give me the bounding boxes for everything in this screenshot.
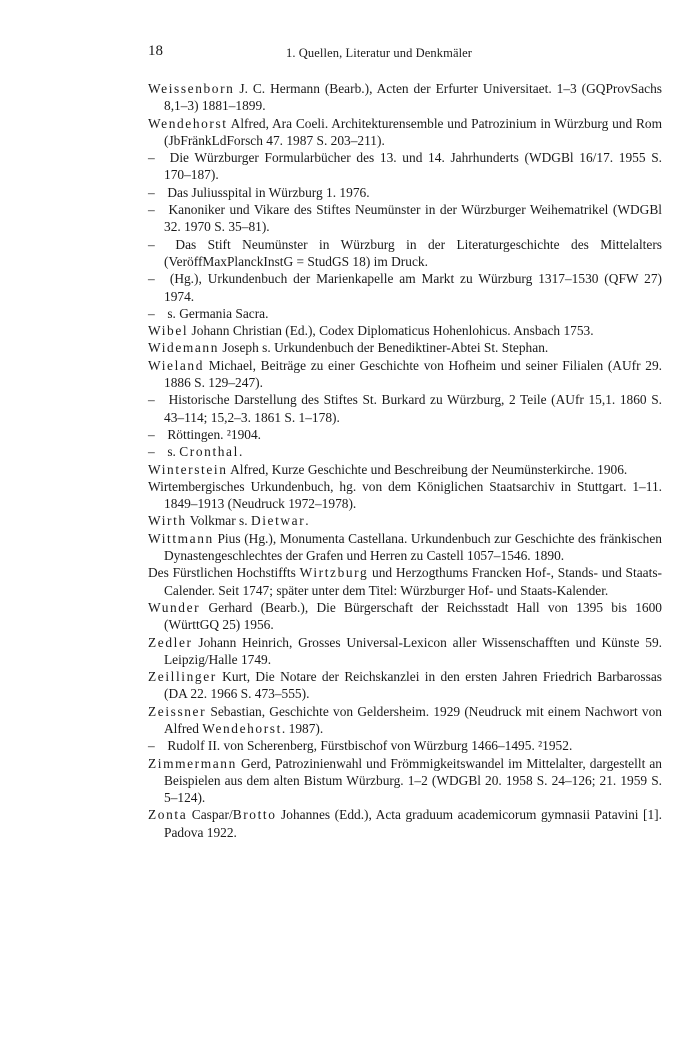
bibliography-entry <box>148 634 662 669</box>
entry-dash: – <box>148 738 155 754</box>
bibliography-entry <box>148 737 662 754</box>
entry-text: . <box>305 513 309 529</box>
entry-text: . 1987). <box>281 720 324 736</box>
running-title: 1. Quellen, Literatur und Denkmäler <box>286 46 473 60</box>
bibliography-entry <box>148 703 662 738</box>
entry-dash: – <box>148 150 155 166</box>
entry-text: Alfred, Kurze Geschichte und Beschreibung der Neumünsterkirche. 1906. <box>227 461 628 477</box>
bibliography-entry <box>148 236 662 271</box>
entry-dash: – <box>148 444 155 460</box>
entry-text: Johann Christian (Ed.), Codex Diplomaticus Hohenlohicus. Ansbach 1753. <box>188 323 594 339</box>
entry-text: Des Fürstlichen Hochstiffts <box>148 565 300 581</box>
entry-text: Sebastian, Geschichte von Geldersheim. 1929 (Neudruck mit einem Nachwort von Alfred <box>164 703 662 736</box>
author-name: Zeissner <box>148 703 207 719</box>
entry-text: Das Stift Neumünster in Würzburg in der Literaturgeschichte des Mittelalters (VeröffMaxPlanckInstG = StudGS 18) im Druck. <box>164 236 662 269</box>
author-name: Wittmann <box>148 530 214 546</box>
bibliography-entry <box>148 599 662 634</box>
author-name: Dietwar <box>250 513 306 529</box>
author-name: Widemann <box>148 340 220 356</box>
entry-text: Gerd, Patrozinienwahl und Frömmigkeitswandel im Mittelalter, dargestellt an Beispielen aus dem alten Bistum Würzburg. 1–2 (WDGBl 20. 1958 S. 24–126; 21. 1959 S. 5–124). <box>164 755 662 806</box>
bibliography-entry <box>148 357 662 392</box>
bibliography-entry <box>148 668 662 703</box>
author-name: Wieland <box>148 357 205 373</box>
author-name: Wirth <box>148 513 187 529</box>
entry-text: Joseph s. Urkundenbuch der Benediktiner-Abtei St. Stephan. <box>219 340 549 356</box>
author-name: Weissenborn <box>148 81 235 96</box>
entry-text: Kurt, Die Notare der Reichskanzlei in den ersten Jahren Friedrich Barbarossas (DA 22. 1966 S. 473–555). <box>164 669 662 702</box>
bibliography-entry <box>148 270 662 305</box>
bibliography-entry <box>148 443 662 460</box>
bibliography-entry <box>148 530 662 565</box>
entry-text: Kanoniker und Vikare des Stiftes Neumünster in der Würzburger Weihematrikel (WDGBl 32. 1970 S. 35–81). <box>164 202 662 235</box>
entry-text: Gerhard (Bearb.), Die Bürgerschaft der Reichsstadt Hall von 1395 bis 1600 (WürttGQ 25) 1956. <box>164 599 662 633</box>
entry-text: Das Juliusspital in Würzburg 1. 1976. <box>164 184 370 200</box>
author-name: Wunder <box>148 599 201 615</box>
entry-text: Johannes (Edd.), Acta graduum academicorum gymnasii Patavini [1]. Padova 1922. <box>164 807 662 840</box>
entry-dash: – <box>148 426 155 442</box>
bibliography-entry <box>148 149 662 184</box>
bibliography-entry <box>148 512 662 529</box>
entry-text: . <box>238 444 243 460</box>
entry-dash: – <box>148 305 155 321</box>
author-name: Wibel <box>148 323 189 339</box>
author-name: Wirtzburg <box>299 565 369 581</box>
bibliography-entry <box>148 80 662 115</box>
bibliography-entry <box>148 426 662 443</box>
author-name: Zedler <box>148 634 193 650</box>
entry-dash: – <box>148 184 155 200</box>
entry-text: Johann Heinrich, Grosses Universal-Lexicon aller Wissenschafften und Künste 59. Leipzig/Halle 1749. <box>164 634 662 667</box>
bibliography-entry <box>148 564 662 599</box>
entry-dash: – <box>148 392 155 408</box>
bibliography-entry <box>148 322 662 339</box>
bibliography-entry <box>148 478 662 513</box>
entry-text: Pius (Hg.), Monumenta Castellana. Urkundenbuch zur Geschichte des fränkischen Dynastengeschlechtes der Grafen und Herren zu Castell 1057–1546. 1890. <box>164 530 662 564</box>
entry-text: J. C. Hermann (Bearb.), Acten der Erfurter Universitaet. 1–3 (GQProvSachs 8,1–3) 1881–1899. <box>164 81 662 114</box>
bibliography-entry <box>148 755 662 807</box>
entry-text: Wirtembergisches Urkundenbuch, hg. von dem Königlichen Staatsarchiv in Stuttgart. 1–11. 1849–1913 (Neudruck 1972–1978). <box>148 478 662 512</box>
entry-text: und Herzogthums Francken Hof-, Stands- und Staats-Calender. Seit 1747; später unter dem Titel: Würzburger Hof- und Staats-Kalender. <box>164 565 662 598</box>
author-name: Zimmermann <box>148 755 237 771</box>
entry-text: Volkmar s. <box>186 513 251 529</box>
entry-dash: – <box>148 271 155 287</box>
author-name: Zonta <box>148 807 188 823</box>
bibliography-entry <box>148 305 662 322</box>
entry-text: s. Germania Sacra. <box>164 305 269 321</box>
entry-text: s. <box>164 444 180 460</box>
bibliography-entry <box>148 806 662 841</box>
entry-text: Historische Darstellung des Stiftes St. Burkard zu Würzburg, 2 Teile (AUfr 15,1. 1860 S. 43–114; 15,2–3. 1861 S. 1–178). <box>164 392 662 425</box>
bibliography-entry <box>148 339 662 356</box>
author-name: Cronthal <box>179 444 239 460</box>
bibliography-entry <box>148 184 662 201</box>
author-name: Winterstein <box>148 461 228 477</box>
entry-text: Michael, Beiträge zu einer Geschichte von Hofheim und seiner Filialen (AUfr 29. 1886 S. 129–247). <box>164 357 662 391</box>
entry-dash: – <box>148 236 155 252</box>
author-name: Zeillinger <box>148 669 217 685</box>
entry-text: Röttingen. ²1904. <box>164 426 262 442</box>
page-number: 18 <box>148 43 163 59</box>
entry-text: Rudolf II. von Scherenberg, Fürstbischof von Würzburg 1466–1495. ²1952. <box>164 738 573 754</box>
entry-dash: – <box>148 202 155 218</box>
entry-text: Alfred, Ara Coeli. Architekturensemble und Patrozinium in Würzburg und Rom (JbFränkLdForsch 47. 1987 S. 203–211). <box>164 115 662 148</box>
author-name: Wendehorst <box>202 720 282 736</box>
entry-text: Die Würzburger Formularbücher des 13. und 14. Jahrhunderts (WDGBl 16/17. 1955 S. 170–187). <box>164 150 662 183</box>
bibliography-list <box>148 80 662 841</box>
bibliography-entry <box>148 391 662 426</box>
entry-text: Caspar/ <box>187 807 233 823</box>
entry-text: (Hg.), Urkundenbuch der Marienkapelle am Markt zu Würzburg 1317–1530 (QFW 27) 1974. <box>164 271 662 304</box>
bibliography-entry <box>148 461 662 478</box>
bibliography-entry <box>148 201 662 236</box>
author-name: Brotto <box>232 807 277 823</box>
author-name: Wendehorst <box>148 115 228 131</box>
bibliography-entry <box>148 115 662 150</box>
